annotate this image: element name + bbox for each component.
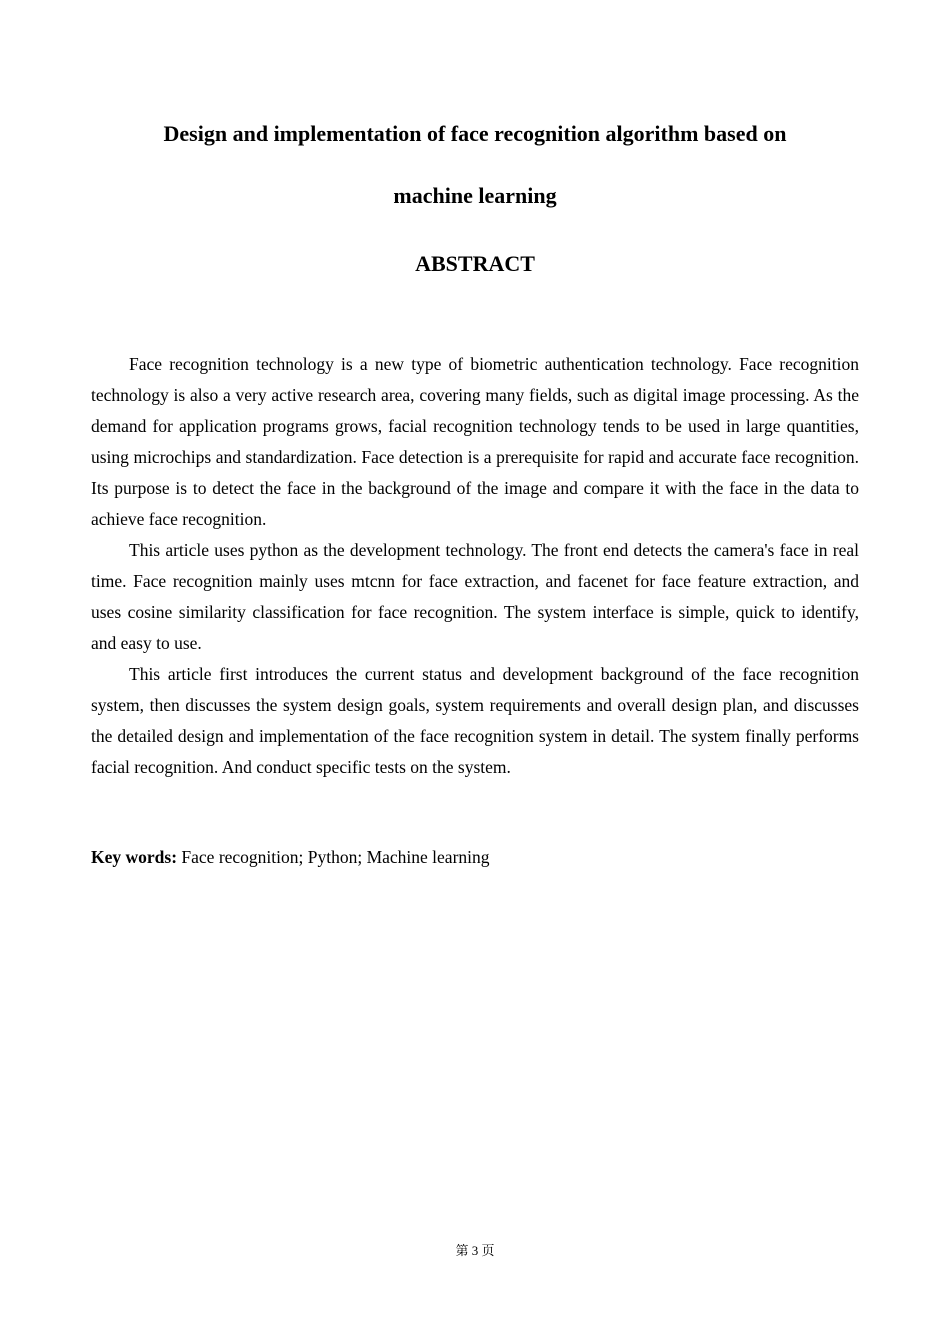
keywords-line <box>91 842 859 873</box>
abstract-paragraph-2: This article uses python as the development technology. The front end detects the camera's face in real time. Face recognition mainly uses mtcnn for face extraction, and facenet for face feature extraction, and uses cosine similarity classification for face recognition. The system interface is simple, quick to identify, and easy to use. <box>91 540 859 653</box>
abstract-paragraph-1: Face recognition technology is a new type of biometric authentication technology. Face recognition technology is also a very active research area, covering many fields, such as digital image processing. As the demand for application programs grows, facial recognition technology tends to be used in large quantities, using microchips and standardization. Face detection is a prerequisite for rapid and accurate face recognition. Its purpose is to detect the face in the background of the image and compare it with the face in the data to achieve face recognition. <box>91 354 859 529</box>
document-title-line-2: machine learning <box>393 183 557 208</box>
abstract-heading: ABSTRACT <box>415 251 535 276</box>
abstract-body <box>91 349 859 783</box>
keywords-value: Face recognition; Python; Machine learning <box>177 847 490 867</box>
abstract-paragraph-3: This article first introduces the current status and development background of the face recognition system, then discusses the system design goals, system requirements and overall design plan, and discusses the detailed design and implementation of the face recognition system in detail. The system finally performs facial recognition. And conduct specific tests on the system. <box>91 664 859 777</box>
page-number: 第 3 页 <box>455 1243 495 1258</box>
keywords-label: Key words: <box>91 847 178 867</box>
document-title-line-1: Design and implementation of face recognition algorithm based on <box>163 121 787 146</box>
